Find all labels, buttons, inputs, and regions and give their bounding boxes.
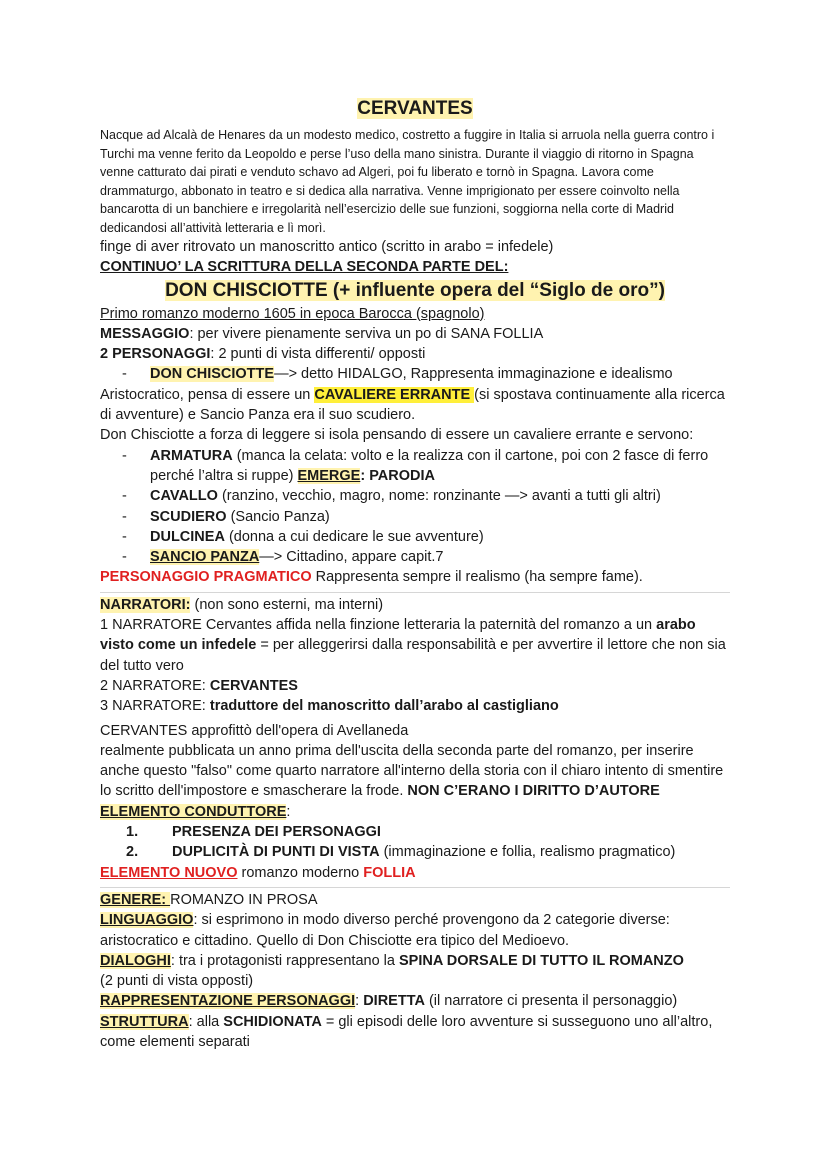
realmente-paragraph: realmente pubblicata un anno prima dell'uscita della seconda parte del romanzo, per inserire anche questo "falso" come quarto narratore all'interno della storia con il chiaro intento di smentire lo scritto dell'impostore e smascherare la frode. NON C’ERANO I DIRITTO D’AUTORE xyxy=(100,742,724,800)
rappresentazione-line: RAPPRESENTAZIONE PERSONAGGI: DIRETTA (il narratore ci presenta il personaggio) xyxy=(100,993,678,1010)
don-chisciotte-title: DON CHISCIOTTE (+ influente opera del “Siglo de oro”) xyxy=(165,279,665,301)
finge-line: finge di aver ritrovato un manoscritto antico (scritto in arabo = infedele) xyxy=(100,239,554,255)
linguaggio-paragraph: LINGUAGGIO: si esprimono in modo diverso perché provengono da 2 categorie diverse: aristocratico e cittadino. Quello di Don Chisciotte era tipico del Medioevo. xyxy=(100,912,670,949)
narratore-3-line: 3 NARRATORE: traduttore del manoscritto dall’arabo al castigliano xyxy=(100,698,559,715)
aristocratico-paragraph: Aristocratico, pensa di essere un CAVALIERE ERRANTE (si spostava continuamente alla ricerca di avventure) e Sancio Panza era il suo scudiero. xyxy=(100,386,725,424)
forza-line: Don Chisciotte a forza di leggere si isola pensando di essere un cavaliere errante e servono: xyxy=(100,427,694,444)
narratore-2-line: 2 NARRATORE: CERVANTES xyxy=(100,677,298,694)
messaggio-line: MESSAGGIO: per vivere pienamente serviva un po di SANA FOLLIA xyxy=(100,325,544,342)
list-item-cavallo: - CAVALLO (ranzino, vecchio, magro, nome: ronzinante —> avanti a tutti gli altri) xyxy=(122,488,661,505)
pragmatico-line: PERSONAGGIO PRAGMATICO Rappresenta sempre il realismo (ha sempre fame). xyxy=(100,569,643,586)
elemento-nuovo-line: ELEMENTO NUOVO romanzo moderno FOLLIA xyxy=(100,864,416,881)
dialoghi-paragraph: DIALOGHI: tra i protagonisti rappresentano la SPINA DORSALE DI TUTTO IL ROMANZO (2 punti di vista opposti) xyxy=(100,952,684,990)
personaggi-line: 2 PERSONAGGI: 2 punti di vista differenti/ opposti xyxy=(100,346,426,363)
divider xyxy=(100,887,730,888)
document-page xyxy=(100,98,730,1052)
list-item-scudiero: - SCUDIERO (Sancio Panza) xyxy=(122,508,330,525)
list-item-armatura: - ARMATURA (manca la celata: volto e la realizza con il cartone, poi con 2 fasce di ferro perché l’altra si ruppe) EMERGE: PARODIA xyxy=(122,447,709,484)
conduttore-line: ELEMENTO CONDUTTORE: xyxy=(100,803,291,820)
numbered-item-2: 2. DUPLICITÀ DI PUNTI DI VISTA (immaginazione e follia, realismo pragmatico) xyxy=(126,844,676,861)
list-item-don-chisciotte: - DON CHISCIOTTE—> detto HIDALGO, Rappresenta immaginazione e idealismo xyxy=(122,366,673,383)
avellaneda-line: CERVANTES approfittò dell'opera di Avellaneda xyxy=(100,722,409,739)
primo-romanzo-line: Primo romanzo moderno 1605 in epoca Barocca (spagnolo) xyxy=(100,305,485,322)
narratore-1-paragraph: 1 NARRATORE Cervantes affida nella finzione letteraria la paternità del romanzo a un arabo visto come un infedele = per alleggerirsi dalla responsabilità e per avvertire il lettore che non sia del tutto vero xyxy=(100,617,726,674)
struttura-paragraph: STRUTTURA: alla SCHIDIONATA = gli episodi delle loro avventure si susseguono uno all’altro, come elementi separati xyxy=(100,1013,713,1050)
narratori-line: NARRATORI: (non sono esterni, ma interni) xyxy=(100,596,384,613)
continuo-heading: CONTINUO’ LA SCRITTURA DELLA SECONDA PARTE DEL: xyxy=(100,259,509,276)
page-title: CERVANTES xyxy=(357,98,473,119)
genere-line: GENERE: ROMANZO IN PROSA xyxy=(100,891,318,908)
numbered-item-1: 1. PRESENZA DEI PERSONAGGI xyxy=(126,824,381,841)
list-item-dulcinea: - DULCINEA (donna a cui dedicare le sue avventure) xyxy=(122,528,484,545)
list-item-sancio-panza: - SANCIO PANZA—> Cittadino, appare capit.7 xyxy=(122,549,444,566)
divider xyxy=(100,592,730,593)
biography-paragraph: Nacque ad Alcalà de Henares da un modesto medico, costretto a fuggire in Italia si arruola nella guerra contro i Turchi ma venne ferito da Leopoldo e perse l’uso della mano sinistra. Durante il viaggio di ritorno in Spagna venne catturato dai pirati e venduto schavo ad Algeri, poi fu liberato e tornò in Spagna. Lavora come drammaturgo, abbonato in teatro e si dedica alla narrativa. Venne imprigionato per essere coinvolto nella bancarotta di un banchiere e irregolarità nell’esercizio delle sue funzioni, soggiorna nella corte di Madrid dedicandosi all’attività letteraria e lì morì. xyxy=(100,128,715,235)
